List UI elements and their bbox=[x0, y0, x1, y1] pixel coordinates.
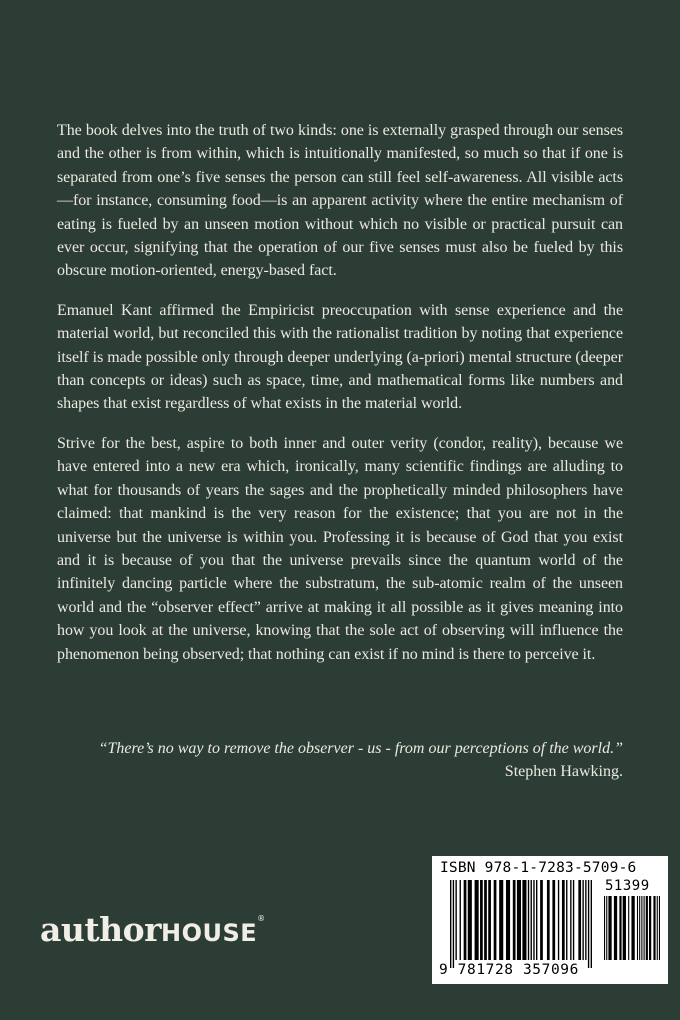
hawking-quote bbox=[57, 737, 623, 783]
barcode-bar bbox=[540, 880, 543, 960]
barcode-bar bbox=[562, 880, 565, 960]
barcode-bar bbox=[558, 880, 559, 960]
publisher-logo-house: HOUSE bbox=[161, 919, 258, 947]
barcode-bar bbox=[608, 896, 611, 960]
barcode-bar bbox=[614, 896, 617, 960]
barcode-bar bbox=[644, 896, 645, 960]
barcode-bar bbox=[552, 880, 555, 960]
barcode-bar bbox=[578, 880, 581, 960]
quote-text: “There’s no way to remove the observer - us - from our perceptions of the world.” bbox=[98, 740, 623, 757]
barcode-bar bbox=[499, 880, 503, 960]
blurb-paragraph-1: The book delves into the truth of two kinds: one is externally grasped through our senses and the other is from within, which is intuitionally manifested, so much so that if one is separated from one’s five senses the person can still feel self-awareness. All visible acts—for instance, consuming food—is an apparent activity where the entire mechanism of eating is fueled by an unseen motion without which no visible or practical pursuit can ever occur, signifying that the operation of our five senses must also be fueled by this obscure motion-oriented, energy-based fact. bbox=[57, 122, 623, 280]
barcode-bar bbox=[653, 896, 655, 960]
registered-mark: ® bbox=[257, 914, 266, 923]
barcode-bar bbox=[591, 880, 592, 968]
barcode-bar bbox=[460, 880, 461, 960]
barcode-bar bbox=[455, 880, 456, 960]
barcode-bar bbox=[488, 880, 491, 960]
barcode-bar bbox=[517, 880, 521, 960]
barcode-bar bbox=[494, 880, 497, 960]
barcode-bar bbox=[484, 880, 487, 960]
ean-bars bbox=[450, 880, 592, 968]
blurb-text bbox=[57, 119, 623, 682]
barcode-bar bbox=[468, 880, 472, 960]
isbn-label: ISBN 978-1-7283-5709-6 bbox=[440, 860, 637, 876]
barcode-bar bbox=[646, 896, 648, 960]
barcode-bar bbox=[531, 880, 532, 960]
barcode-bar bbox=[588, 880, 589, 968]
barcode-bar bbox=[639, 896, 640, 960]
isbn-barcode bbox=[432, 856, 668, 984]
barcode-bar bbox=[657, 896, 658, 960]
barcode-addon-number: 51399 bbox=[605, 878, 650, 894]
barcode-bar bbox=[547, 880, 550, 960]
publisher-logo-author: author bbox=[40, 910, 162, 949]
barcode-bar bbox=[573, 880, 574, 960]
barcode-bar bbox=[582, 880, 583, 960]
publisher-logo bbox=[40, 910, 266, 949]
barcode-bar bbox=[475, 880, 479, 960]
barcode-bar bbox=[453, 880, 454, 968]
barcode-bar bbox=[659, 896, 660, 960]
blurb-paragraph-2: Emanuel Kant affirmed the Empiricist preoccupation with sense experience and the material world, but reconciled this with the rationalist tradition by noting that experience itself is made possible only through deeper underlying (a-priori) mental structure (deeper than concepts or ideas) such as space, time, and mathematical forms like numbers and shapes that exist regardless of what exists in the material world. bbox=[57, 301, 623, 413]
barcode-bar bbox=[619, 896, 621, 960]
barcode-bar bbox=[628, 896, 629, 960]
barcode-bar bbox=[480, 880, 483, 960]
barcode-bar bbox=[536, 880, 537, 960]
barcode-bar bbox=[637, 896, 638, 960]
barcode-bar bbox=[623, 896, 626, 960]
barcode-bar bbox=[450, 880, 451, 968]
barcode-bar bbox=[533, 880, 534, 960]
barcode-bar bbox=[641, 896, 642, 960]
barcode-bar bbox=[604, 896, 605, 960]
addon-bars bbox=[604, 896, 660, 960]
barcode-bar bbox=[506, 880, 510, 960]
barcode-bar bbox=[528, 880, 529, 960]
barcode-bar bbox=[464, 880, 467, 960]
barcode-bar bbox=[631, 896, 634, 960]
quote-author: Stephen Hawking. bbox=[504, 763, 623, 780]
barcode-bar bbox=[585, 880, 586, 960]
barcode-bar bbox=[570, 880, 571, 960]
barcode-bar bbox=[606, 896, 607, 960]
barcode-bar bbox=[513, 880, 516, 960]
blurb-paragraph-3: Strive for the best, aspire to both inner and outer verity (condor, reality), because we have entered into a new era which, ironically, many scientific findings are alluding to what for thousands of years the sages and the prophetically minded philosophers have claimed: that mankind is the very reason for the existence; that you are not in the universe but the universe is within you. Professing it is because of God that you exist and it is because of you that the universe prevails since the quantum world of the infinitely dancing particle where the substratum, the sub-atomic realm of the unseen world and the “observer effect” arrive at making it all possible as it gives meaning into how you look at the universe, knowing that the sole act of observing will influence the phenomenon being observed; that nothing can exist if no mind is there to perceive it. bbox=[57, 434, 623, 663]
barcode-bar bbox=[566, 880, 567, 960]
barcode-bar bbox=[649, 896, 651, 960]
barcode-bar bbox=[522, 880, 526, 960]
barcode-ean-number: 9 781728 357096 bbox=[439, 962, 579, 978]
